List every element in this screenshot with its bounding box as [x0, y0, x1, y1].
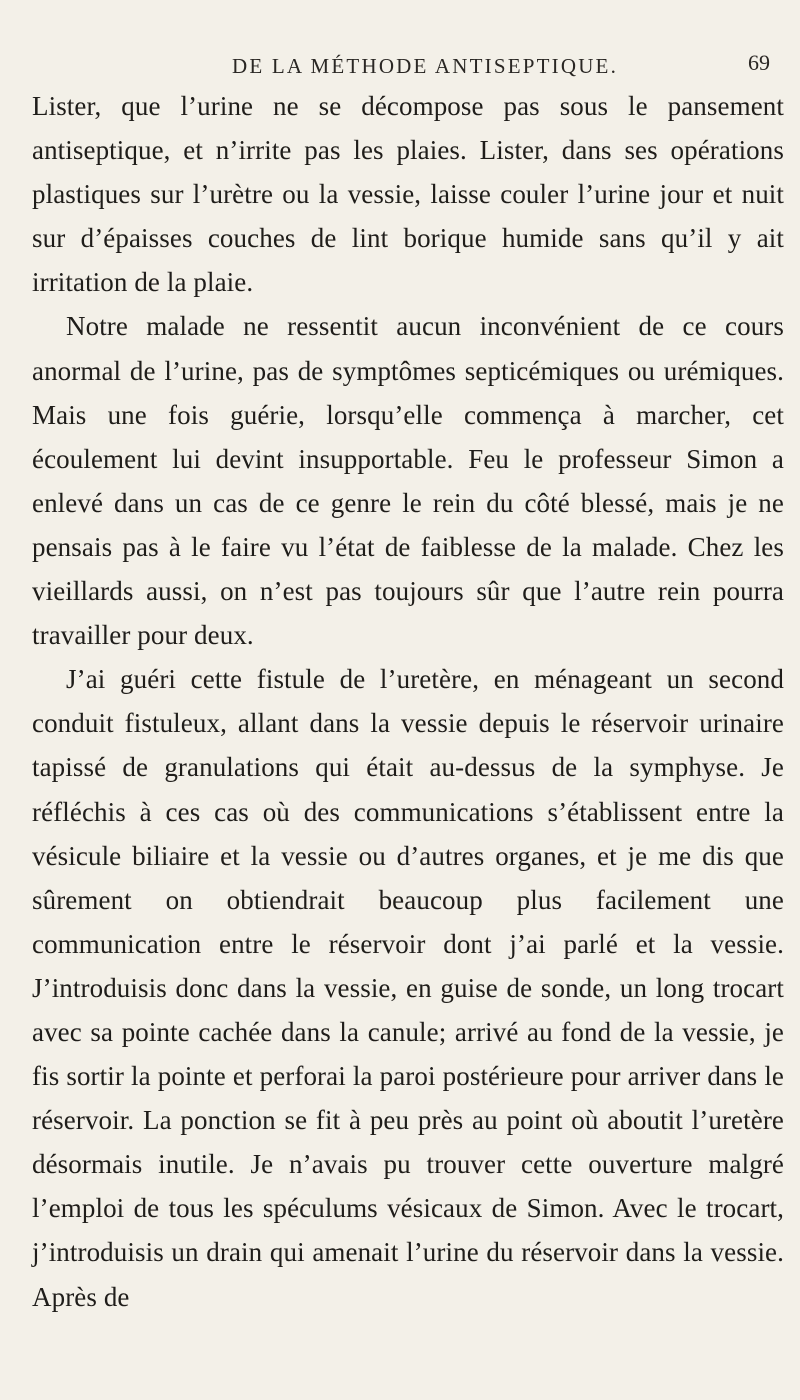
running-title: DE LA MÉTHODE ANTISEPTIQUE.	[232, 54, 619, 78]
paragraph-continuation: Lister, que l’urine ne se décompose pas sous le pansement antiseptique, et n’irrite pas les plaies. Lister, dans ses opérations plastiques sur l’urètre ou la vessie, laisse couler l’urine jour et nuit sur d’épaisses couches de lint borique humide sans qu’il y ait irritation de la plaie.	[32, 91, 784, 298]
paragraph: J’ai guéri cette fistule de l’uretère, en ménageant un second conduit fistuleux, allant dans la vessie depuis le réservoir urinaire tapissé de granulations qui était au-dessus de la symphyse. Je réfléchis à ces cas où des communications s’établissent entre la vésicule biliaire et la vessie ou d’autres organes, et je me dis que sûrement on obtiendrait beaucoup plus facilement une communication entre le réservoir dont j’ai parlé et la vessie. J’introduisis donc dans la vessie, en guise de sonde, un long trocart avec sa pointe cachée dans la canule; arrivé au fond de la vessie, je fis sortir la pointe et perforai la paroi postérieure pour arriver dans le réservoir. La ponction se fit à peu près au point où aboutit l’uretère désormais inutile. Je n’avais pu trouver cette ouverture malgré l’emploi de tous les spéculums vésicaux de Simon. Avec le trocart, j’introduisis un drain qui amenait l’urine du réservoir dans la vessie. Après de	[32, 664, 784, 1312]
paragraph: Notre malade ne ressentit aucun inconvénient de ce cours anormal de l’urine, pas de symptômes septicémiques ou urémiques. Mais une fois guérie, lorsqu’elle commença à marcher, cet écoulement lui devint insupportable. Feu le professeur Simon a enlevé dans un cas de ce genre le rein du côté blessé, mais je ne pensais pas à le faire vu l’état de faiblesse de la malade. Chez les vieillards aussi, on n’est pas toujours sûr que l’autre rein pourra travailler pour deux.	[32, 311, 784, 651]
page-number: 69	[748, 50, 770, 75]
body-text	[32, 84, 784, 1319]
